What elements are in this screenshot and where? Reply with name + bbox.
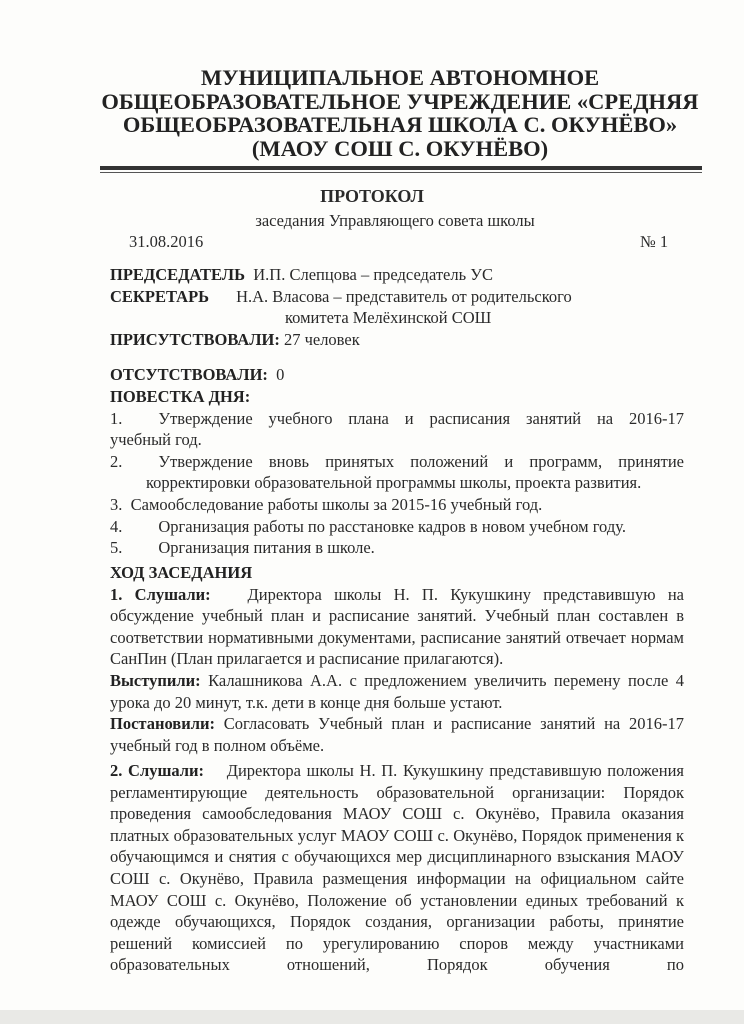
heard-text: Директора школы Н. П. Кукушкину представившую положения регламентирующие деятельность образовательной организации: Порядок проведения самообследования МАОУ СОШ с. Окунёво, Правила оказания платных образовательных услуг МАОУ СОШ с. Окунёво, Порядок применения к обучающимся и снятия с обучающихся мер дисциплинарного взыскания МАОУ СОШ с. Окунёво, Правила размещения информации на официальном сайте МАОУ СОШ с. Окунёво, Положение об установлении единых требований к одежде обучающихся, Порядок создания, организации работы, принятие решений комиссией по урегулированию споров между участниками образовательных отношений, Порядок обучения по [110, 761, 685, 975]
resolved-text: Согласовать Учебный план и расписание занятий на 2016-17 учебный год в полном объёме. [110, 714, 685, 755]
header-line: (МАОУ СОШ С. ОКУНЁВО) [251, 135, 549, 161]
agenda-label: ПОВЕСТКА ДНЯ: [110, 386, 251, 406]
agenda-item-cont: корректировки образовательной программы школы, проекта развития. [146, 473, 642, 493]
document-date: 31.08.2016 [129, 232, 204, 251]
header-line: ОБЩЕОБРАЗОВАТЕЛЬНОЕ УЧРЕЖДЕНИЕ «СРЕДНЯЯ [101, 88, 699, 114]
absent-label: ОТСУТСТВОВАЛИ: [110, 365, 268, 385]
present-value: 27 человек [283, 329, 360, 349]
agenda-item: 5. Организация питания в школе. [110, 538, 375, 558]
agenda-item: 3. Самообследование работы школы за 2015-16 учебный год. [110, 494, 543, 514]
chair-label: ПРЕДСЕДАТЕЛЬ [110, 265, 246, 284]
document-number: № 1 [640, 232, 669, 251]
resolved-label: Постановили: [110, 714, 215, 734]
document-subtitle: заседания Управляющего совета школы [255, 211, 535, 230]
agenda-item: 1. Утверждение учебного плана и расписания занятий на 2016-17 [110, 408, 684, 428]
document-title: ПРОТОКОЛ [320, 186, 424, 206]
header-line: ОБЩЕОБРАЗОВАТЕЛЬНАЯ ШКОЛА С. ОКУНЁВО» [122, 112, 678, 137]
header-line: МУНИЦИПАЛЬНОЕ АВТОНОМНОЕ [200, 65, 600, 90]
secretary-value-cont: комитета Мелёхинской СОШ [285, 308, 492, 328]
chair-value: И.П. Слепцова – председатель УС [253, 265, 493, 284]
header-divider-thick [100, 166, 702, 170]
secretary-label: СЕКРЕТАРЬ [110, 286, 210, 306]
spoke-text: Калашникова А.А. с предложением увеличить перемену после 4 урока до 20 минут, т.к. дети в конце дня больше устают. [110, 670, 684, 712]
proceedings-section-2 [110, 760, 684, 976]
secretary-value: Н.А. Власова – представитель от родительского [236, 286, 572, 306]
header-divider-thin [100, 172, 702, 173]
present-label: ПРИСУТСТВОВАЛИ: [110, 329, 280, 349]
agenda-item: 4. Организация работы по расстановке кадров в новом учебном году. [110, 516, 626, 536]
absent-value: 0 [276, 365, 285, 385]
organization-header [90, 66, 710, 160]
heard-label: 2. Слушали: [110, 761, 205, 780]
agenda-item-cont: учебный год. [110, 430, 202, 450]
spoke-label: Выступили: [110, 670, 201, 690]
attendance-section [110, 264, 684, 559]
heard-text: Директора школы Н. П. Кукушкину представившую на обсуждение учебный план и расписание занятий. Учебный план составлен в соответствии нормативными документами, расписание занятий отвечает нормам СанПин (План прилагается и расписание прилагаются). [110, 584, 684, 669]
proceedings-section-1 [110, 562, 684, 756]
scan-edge [0, 1010, 744, 1024]
proceedings-label: ХОД ЗАСЕДАНИЯ [110, 563, 253, 582]
heard-label: 1. Слушали: [110, 584, 211, 604]
agenda-item: 2. Утверждение вновь принятых положений и программ, принятие [110, 451, 684, 471]
